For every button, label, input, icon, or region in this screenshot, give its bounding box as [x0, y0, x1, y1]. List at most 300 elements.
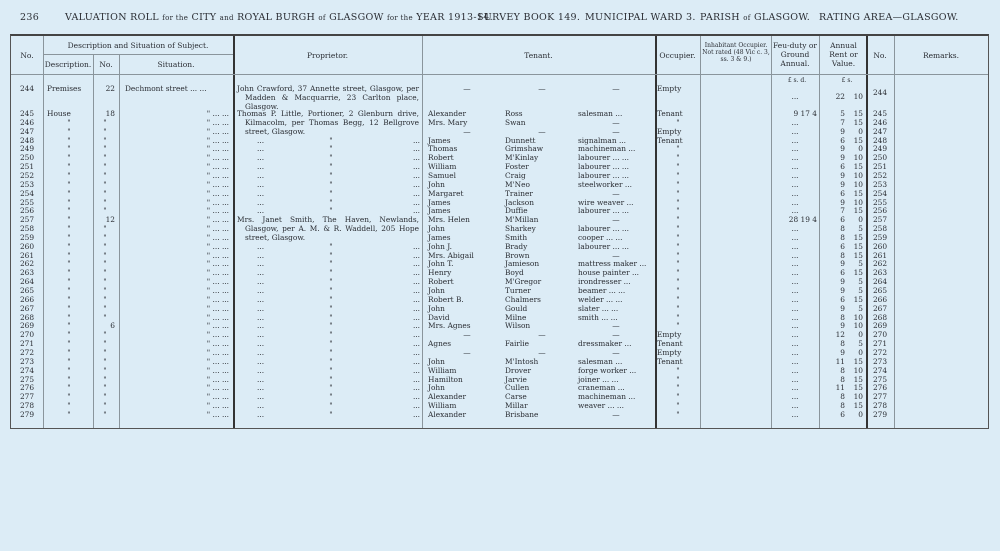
tenant-occupation: labourer ... ...	[578, 224, 629, 234]
row-description: "	[67, 321, 71, 331]
row-description: "	[67, 401, 71, 411]
row-description: "	[67, 374, 71, 384]
rent-pounds: 7	[840, 206, 845, 216]
row-number: 266	[19, 294, 35, 304]
row-number-right: 248	[872, 135, 888, 145]
feu-duty: ...	[791, 250, 799, 260]
row-number: 246	[19, 117, 35, 127]
rent-pounds: 6	[840, 135, 845, 145]
row-number-right: 246	[872, 117, 888, 127]
proprietor-ditto: ...	[257, 170, 265, 180]
row-number: 252	[19, 170, 35, 180]
divider	[771, 36, 772, 428]
row-situation: " ... ...	[206, 135, 229, 145]
tenant-first-name: —	[463, 347, 471, 357]
proprietor-ditto: ...	[412, 277, 420, 287]
row-house-number: "	[103, 153, 107, 163]
row-house-number: "	[103, 286, 107, 295]
tenant-first-name: Alexander	[428, 392, 467, 402]
occupier-status: "	[676, 232, 680, 242]
survey-book: SURVEY BOOK 149.	[477, 12, 581, 23]
row-description: "	[67, 206, 71, 216]
occupier-status: "	[676, 365, 680, 375]
proprietor-ditto: ...	[412, 409, 420, 419]
row-house-number: 22	[105, 84, 115, 93]
roll-title	[65, 12, 493, 23]
title-part: and	[219, 14, 234, 22]
row-number: 254	[19, 188, 35, 198]
proprietor-ditto: "	[329, 321, 333, 331]
row-number-right: 260	[872, 241, 888, 251]
tenant-occupation: —	[612, 215, 620, 225]
rent-shillings: 0	[858, 409, 863, 419]
proprietor-ditto: ...	[257, 401, 265, 411]
row-number: 247	[19, 126, 35, 136]
tenant-first-name: John	[428, 356, 445, 366]
tenant-occupation: salesman ...	[578, 356, 623, 366]
rent-shillings: 0	[858, 347, 863, 357]
row-house-number: 12	[105, 215, 115, 225]
occupier-status: Tenant	[657, 135, 683, 145]
row-number-right: 272	[872, 347, 888, 357]
row-number: 269	[19, 321, 35, 331]
row-description: "	[67, 330, 71, 340]
tenant-occupation: —	[612, 347, 620, 357]
proprietor-ditto: ...	[412, 321, 420, 331]
row-number: 272	[19, 347, 35, 357]
tenant-last-name: Cullen	[505, 383, 530, 393]
proprietor-ditto: "	[329, 144, 333, 154]
rent-pounds: 9	[840, 126, 845, 136]
tenant-last-name: Boyd	[505, 268, 524, 278]
col-rent: Annual Rent or Value.	[829, 41, 858, 68]
occupier-status: "	[676, 241, 680, 251]
row-situation: " ... ...	[206, 268, 229, 278]
tenant-last-name: M'Neo	[505, 179, 530, 189]
occupier-status: "	[676, 409, 680, 419]
row-number: 258	[19, 224, 35, 234]
row-number-right: 271	[872, 339, 888, 349]
occupier-status: "	[676, 179, 680, 189]
row-house-number: "	[103, 339, 107, 349]
row-situation: " ... ...	[206, 294, 229, 304]
tenant-first-name: James	[428, 232, 451, 242]
tenant-last-name: —	[538, 84, 546, 93]
proprietor-ditto: ...	[257, 339, 265, 349]
row-description: "	[67, 259, 71, 269]
feu-units: £ s. d.	[787, 77, 807, 84]
proprietor-ditto: ...	[412, 339, 420, 349]
feu-duty: 28 19 4	[788, 215, 817, 225]
rent-shillings: 0	[858, 144, 863, 154]
tenant-first-name: —	[463, 126, 471, 136]
tenant-occupation: signalman ...	[578, 135, 626, 145]
row-number: 250	[19, 153, 35, 163]
occupier-status: Tenant	[657, 339, 683, 349]
proprietor-ditto: ...	[257, 374, 265, 384]
tenant-last-name: Fairlie	[505, 339, 530, 349]
proprietor-ditto: "	[329, 250, 333, 260]
occupier-status: "	[676, 383, 680, 393]
rent-pounds: 9	[840, 286, 845, 295]
rent-units: £ s.	[841, 77, 853, 84]
rent-pounds: 6	[840, 188, 845, 198]
proprietor-entry: Mrs. Janet Smith, The Haven, Newlands, Glasgow, per A. M. & R. Waddell, 205 Hope street, Glasgow.	[237, 215, 419, 243]
feu-duty: ...	[791, 162, 799, 172]
row-house-number: "	[103, 365, 107, 375]
row-number-right: 276	[872, 383, 888, 393]
col-number: No.	[99, 60, 113, 69]
rent-pounds: 12	[835, 330, 845, 340]
rent-shillings: 10	[853, 392, 863, 402]
tenant-occupation: forge worker ...	[578, 365, 637, 375]
row-house-number: "	[103, 294, 107, 304]
tenant-occupation: steelworker ...	[578, 179, 632, 189]
rent-shillings: 15	[853, 374, 863, 384]
row-number-right: 256	[872, 206, 888, 216]
row-number: 263	[19, 268, 35, 278]
tenant-first-name: John	[428, 303, 445, 313]
occupier-status: "	[676, 215, 680, 225]
rent-shillings: 15	[853, 162, 863, 172]
tenant-last-name: Gould	[505, 303, 528, 313]
divider	[819, 36, 820, 428]
row-description: "	[67, 303, 71, 313]
proprietor-ditto: ...	[412, 312, 420, 322]
feu-duty: ...	[791, 321, 799, 331]
row-number: 275	[19, 374, 35, 384]
row-description: Premises	[47, 84, 82, 93]
rent-shillings: 10	[853, 179, 863, 189]
divider	[422, 36, 423, 428]
occupier-status: "	[676, 303, 680, 313]
row-situation: " ... ...	[206, 347, 229, 357]
row-number-right: 253	[872, 179, 888, 189]
tenant-occupation: slater ... ...	[578, 303, 619, 313]
tenant-first-name: Mrs. Abigail	[428, 250, 474, 260]
proprietor-ditto: ...	[257, 294, 265, 304]
feu-duty: ...	[791, 144, 799, 154]
proprietor-ditto: "	[329, 153, 333, 163]
tenant-last-name: —	[538, 126, 546, 136]
row-number: 256	[19, 206, 35, 216]
col-desc-group: Description and Situation of Subject.	[67, 41, 209, 50]
rent-pounds: 8	[840, 365, 845, 375]
row-number-right: 269	[872, 321, 888, 331]
row-situation: " ... ...	[206, 153, 229, 163]
tenant-occupation: joiner ... ...	[578, 374, 619, 384]
row-number-right: 257	[872, 215, 888, 225]
proprietor-ditto: "	[329, 392, 333, 402]
rent-shillings: 15	[853, 109, 863, 118]
row-number-right: 275	[872, 374, 888, 384]
divider	[43, 36, 44, 428]
tenant-occupation: labourer ... ...	[578, 170, 629, 180]
row-situation: " ... ...	[206, 383, 229, 393]
row-situation: " ... ...	[206, 303, 229, 313]
occupier-status: Empty	[657, 347, 682, 357]
occupier-status: Empty	[657, 126, 682, 136]
row-number-right: 255	[872, 197, 888, 207]
row-number-right: 254	[872, 188, 888, 198]
tenant-first-name: Mrs. Helen	[428, 215, 470, 225]
col-feu: Feu-duty or Ground Annual.	[773, 41, 817, 68]
proprietor-ditto: ...	[257, 365, 265, 375]
row-number-right: 273	[872, 356, 888, 366]
tenant-last-name: Ross	[505, 109, 523, 118]
feu-duty: ...	[791, 268, 799, 278]
tenant-last-name: Swan	[505, 117, 526, 127]
row-description: "	[67, 153, 71, 163]
row-number-right: 279	[872, 409, 888, 419]
row-description: "	[67, 224, 71, 234]
occupier-status: "	[676, 294, 680, 304]
proprietor-entry: Thomas P. Little, Portioner, 2 Glenburn drive, Kilmacolm, per Thomas Begg, 12 Bellgrove street, Glasgow.	[237, 109, 419, 136]
row-house-number: "	[103, 179, 107, 189]
feu-duty: ...	[791, 135, 799, 145]
tenant-first-name: Agnes	[428, 339, 451, 349]
proprietor-ditto: ...	[412, 303, 420, 313]
row-description: "	[67, 135, 71, 145]
proprietor-ditto: ...	[412, 294, 420, 304]
proprietor-ditto: ...	[257, 179, 265, 189]
row-description: "	[67, 392, 71, 402]
row-number-right: 270	[872, 330, 888, 340]
tenant-occupation: labourer ... ...	[578, 153, 629, 163]
proprietor-ditto: ...	[257, 312, 265, 322]
row-number: 267	[19, 303, 35, 313]
row-number: 271	[19, 339, 35, 349]
feu-duty: ...	[791, 197, 799, 207]
tenant-last-name: Grimshaw	[505, 144, 544, 154]
row-description: "	[67, 347, 71, 357]
row-number: 260	[19, 241, 35, 251]
row-situation: " ... ...	[206, 250, 229, 260]
divider	[93, 54, 94, 428]
col-inhabitant: Inhabitant Occupier. Not rated (48 Vic c. 3, ss. 3 & 9.)	[702, 42, 770, 63]
tenant-first-name: Alexander	[428, 109, 467, 118]
rent-pounds: 9	[840, 347, 845, 357]
tenant-occupation: —	[612, 409, 620, 419]
row-description: "	[67, 286, 71, 295]
proprietor-ditto: ...	[412, 170, 420, 180]
occupier-status: "	[676, 250, 680, 260]
row-description: "	[67, 197, 71, 207]
title-part: GLASGOW	[329, 12, 384, 23]
row-situation: " ... ...	[206, 259, 229, 269]
tenant-occupation: —	[612, 188, 620, 198]
proprietor-ditto: ...	[257, 153, 265, 163]
row-number: 251	[19, 162, 35, 172]
proprietor-ditto: ...	[257, 383, 265, 393]
row-number: 278	[19, 401, 35, 411]
row-situation: " ... ...	[206, 330, 229, 340]
rent-shillings: 5	[858, 224, 863, 234]
row-description: "	[67, 232, 71, 242]
row-number-right: 264	[872, 277, 888, 287]
feu-duty: 9 17 4	[793, 109, 817, 118]
proprietor-ditto: ...	[257, 286, 265, 295]
row-description: "	[67, 126, 71, 136]
proprietor-ditto: ...	[257, 259, 265, 269]
tenant-first-name: James	[428, 197, 451, 207]
tenant-occupation: machineman ...	[578, 144, 636, 154]
feu-duty: ...	[791, 312, 799, 322]
row-house-number: "	[103, 135, 107, 145]
row-number-right: 244	[872, 88, 888, 97]
row-description: "	[67, 188, 71, 198]
row-description: "	[67, 339, 71, 349]
feu-duty: ...	[791, 286, 799, 295]
row-house-number: "	[103, 241, 107, 251]
row-number: 245	[19, 109, 35, 118]
proprietor-ditto: "	[329, 365, 333, 375]
tenant-first-name: John	[428, 224, 445, 234]
proprietor-ditto: ...	[257, 188, 265, 198]
row-house-number: "	[103, 312, 107, 322]
tenant-occupation: dressmaker ...	[578, 339, 632, 349]
row-house-number: "	[103, 392, 107, 402]
row-description: "	[67, 383, 71, 393]
row-number: 268	[19, 312, 35, 322]
row-situation: " ... ...	[206, 215, 229, 225]
proprietor-ditto: "	[329, 401, 333, 411]
rent-pounds: 9	[840, 277, 845, 287]
municipal-ward: MUNICIPAL WARD 3.	[585, 12, 696, 23]
row-number-right: 262	[872, 259, 888, 269]
tenant-last-name: M'Kinlay	[505, 153, 539, 163]
row-number-right: 251	[872, 162, 888, 172]
row-number: 255	[19, 197, 35, 207]
divider	[700, 36, 701, 428]
valuation-table	[10, 34, 989, 429]
proprietor-ditto: ...	[412, 374, 420, 384]
col-no-right: No.	[873, 51, 887, 60]
row-house-number: "	[103, 144, 107, 154]
tenant-first-name: William	[428, 365, 457, 375]
row-description: "	[67, 179, 71, 189]
rent-shillings: 15	[853, 356, 863, 366]
rent-shillings: 15	[853, 241, 863, 251]
tenant-occupation: —	[612, 84, 620, 93]
row-situation: " ... ...	[206, 365, 229, 375]
rent-pounds: 9	[840, 144, 845, 154]
proprietor-ditto: "	[329, 241, 333, 251]
tenant-last-name: Brown	[505, 250, 530, 260]
tenant-first-name: Thomas	[428, 144, 458, 154]
row-number-right: 250	[872, 153, 888, 163]
tenant-last-name: Craig	[505, 170, 526, 180]
row-situation: " ... ...	[206, 126, 229, 136]
tenant-first-name: William	[428, 401, 457, 411]
rent-shillings: 15	[853, 268, 863, 278]
occupier-status: "	[676, 188, 680, 198]
proprietor-ditto: "	[329, 206, 333, 216]
tenant-occupation: —	[612, 126, 620, 136]
rent-shillings: 5	[858, 277, 863, 287]
tenant-first-name: Robert	[428, 277, 454, 287]
rent-shillings: 10	[853, 197, 863, 207]
feu-duty: ...	[791, 356, 799, 366]
rent-pounds: 9	[840, 197, 845, 207]
tenant-occupation: weaver ... ...	[578, 401, 624, 411]
parish-part: of	[743, 14, 751, 22]
rent-pounds: 9	[840, 179, 845, 189]
occupier-status: "	[676, 259, 680, 269]
proprietor-ditto: ...	[257, 277, 265, 287]
occupier-status: "	[676, 197, 680, 207]
rent-pounds: 11	[835, 383, 845, 393]
occupier-status: "	[676, 268, 680, 278]
row-number-right: 265	[872, 286, 888, 295]
divider	[11, 74, 988, 75]
tenant-last-name: Chalmers	[505, 294, 541, 304]
row-situation: " ... ...	[206, 321, 229, 331]
rent-shillings: 10	[853, 321, 863, 331]
row-number: 279	[19, 409, 35, 419]
row-situation: " ... ...	[206, 232, 229, 242]
row-house-number: "	[103, 347, 107, 357]
tenant-occupation: craneman ...	[578, 383, 625, 393]
row-description: "	[67, 170, 71, 180]
row-house-number: "	[103, 232, 107, 242]
rent-shillings: 10	[853, 153, 863, 163]
row-house-number: "	[103, 259, 107, 269]
rent-shillings: 15	[853, 206, 863, 216]
rent-pounds: 9	[840, 321, 845, 331]
tenant-occupation: cooper ... ...	[578, 232, 623, 242]
proprietor-ditto: ...	[257, 162, 265, 172]
row-description: "	[67, 144, 71, 154]
rent-shillings: 15	[853, 117, 863, 127]
proprietor-ditto: ...	[412, 286, 420, 295]
row-house-number: "	[103, 268, 107, 278]
rent-shillings: 5	[858, 286, 863, 295]
feu-duty: ...	[791, 126, 799, 136]
rating-area: RATING AREA—GLASGOW.	[819, 12, 959, 23]
tenant-first-name: Mrs. Agnes	[428, 321, 471, 331]
proprietor-ditto: ...	[257, 241, 265, 251]
proprietor-ditto: "	[329, 277, 333, 287]
rent-pounds: 8	[840, 401, 845, 411]
proprietor-ditto: ...	[257, 250, 265, 260]
row-situation: " ... ...	[206, 162, 229, 172]
feu-duty: ...	[791, 303, 799, 313]
rent-shillings: 0	[858, 330, 863, 340]
row-situation: " ... ...	[206, 401, 229, 411]
tenant-last-name: Brady	[505, 241, 528, 251]
parish-part: PARISH	[700, 12, 740, 23]
row-number-right: 268	[872, 312, 888, 322]
divider	[119, 54, 120, 428]
tenant-occupation: irondresser ...	[578, 277, 631, 287]
proprietor-ditto: ...	[412, 179, 420, 189]
rent-pounds: 8	[840, 374, 845, 384]
tenant-occupation: beamer ... ...	[578, 286, 626, 295]
rent-shillings: 10	[853, 92, 863, 101]
row-number: 264	[19, 277, 35, 287]
col-remarks: Remarks.	[922, 51, 960, 60]
feu-duty: ...	[791, 188, 799, 198]
rent-shillings: 15	[853, 294, 863, 304]
row-house-number: "	[103, 162, 107, 172]
rent-shillings: 15	[853, 135, 863, 145]
proprietor-ditto: ...	[412, 401, 420, 411]
row-house-number: "	[103, 356, 107, 366]
title-part: for the	[162, 14, 189, 22]
tenant-first-name: John J.	[428, 241, 453, 251]
feu-duty: ...	[791, 179, 799, 189]
